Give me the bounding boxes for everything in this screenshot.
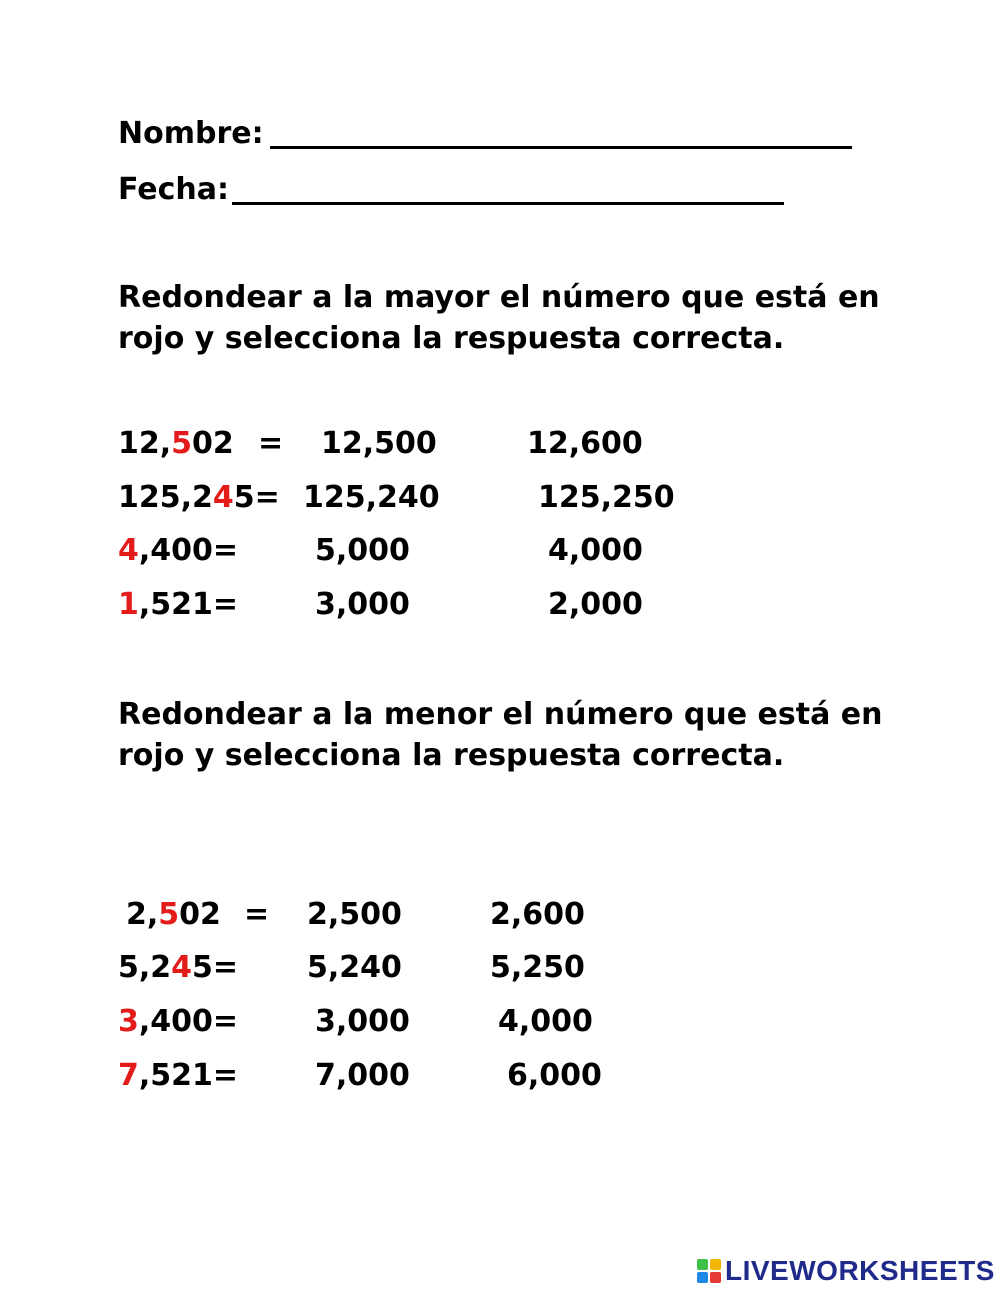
answer-option-2[interactable]: 6,000 xyxy=(507,1058,602,1093)
section2-row xyxy=(118,1058,718,1098)
answer-option-2[interactable]: 5,250 xyxy=(490,950,585,985)
red-digit: 4 xyxy=(118,533,139,568)
answer-option-2[interactable]: 12,600 xyxy=(527,426,643,461)
problem-number: 7,521= xyxy=(118,1058,239,1093)
problem-number: 12,502 xyxy=(118,426,234,461)
answer-option-1[interactable]: 7,000 xyxy=(315,1058,410,1093)
fecha-label: Fecha: xyxy=(118,172,230,207)
section2-row xyxy=(126,897,726,937)
answer-option-1[interactable]: 3,000 xyxy=(315,587,410,622)
red-digit: 4 xyxy=(171,950,193,985)
liveworksheets-logo[interactable] xyxy=(697,1254,995,1288)
section1-instruction-line2: rojo y selecciona la respuesta correcta. xyxy=(118,321,785,356)
nombre-field[interactable] xyxy=(270,146,852,149)
answer-option-2[interactable]: 4,000 xyxy=(498,1004,593,1039)
section2-row xyxy=(118,950,718,990)
answer-option-1[interactable]: 125,240 xyxy=(303,480,440,515)
nombre-label: Nombre: xyxy=(118,116,264,151)
problem-number: 125,245= xyxy=(118,480,280,515)
problem-number: 3,400= xyxy=(118,1004,239,1039)
section1-row xyxy=(118,426,718,466)
section2-instruction-line1: Redondear a la menor el número que está en xyxy=(118,697,883,732)
answer-option-2[interactable]: 2,000 xyxy=(548,587,643,622)
answer-option-1[interactable]: 3,000 xyxy=(315,1004,410,1039)
liveworksheets-logo-text: LIVEWORKSHEETS xyxy=(725,1255,995,1286)
answer-option-1[interactable]: 2,500 xyxy=(307,897,402,932)
section1-instruction-line1: Redondear a la mayor el número que está en xyxy=(118,280,880,315)
red-digit: 4 xyxy=(212,480,234,515)
equals-sign: = xyxy=(258,426,284,461)
red-digit: 3 xyxy=(118,1004,139,1039)
answer-option-1[interactable]: 5,000 xyxy=(315,533,410,568)
section1-row xyxy=(118,480,718,520)
liveworksheets-logo-icon xyxy=(697,1259,721,1283)
answer-option-2[interactable]: 125,250 xyxy=(538,480,675,515)
red-digit: 1 xyxy=(118,587,139,622)
section1-row xyxy=(118,587,718,627)
equals-sign: = xyxy=(244,897,270,932)
answer-option-1[interactable]: 12,500 xyxy=(321,426,437,461)
red-digit: 5 xyxy=(171,426,193,461)
answer-option-1[interactable]: 5,240 xyxy=(307,950,402,985)
section2-row xyxy=(118,1004,718,1044)
problem-number: 5,245= xyxy=(118,950,239,985)
problem-number: 1,521= xyxy=(118,587,239,622)
answer-option-2[interactable]: 2,600 xyxy=(490,897,585,932)
answer-option-2[interactable]: 4,000 xyxy=(548,533,643,568)
section1-row xyxy=(118,533,718,573)
fecha-field[interactable] xyxy=(232,202,784,205)
section2-instruction-line2: rojo y selecciona la respuesta correcta. xyxy=(118,738,785,773)
problem-number: 2,502 xyxy=(126,897,221,932)
red-digit: 5 xyxy=(158,897,180,932)
problem-number: 4,400= xyxy=(118,533,239,568)
red-digit: 7 xyxy=(118,1058,139,1093)
